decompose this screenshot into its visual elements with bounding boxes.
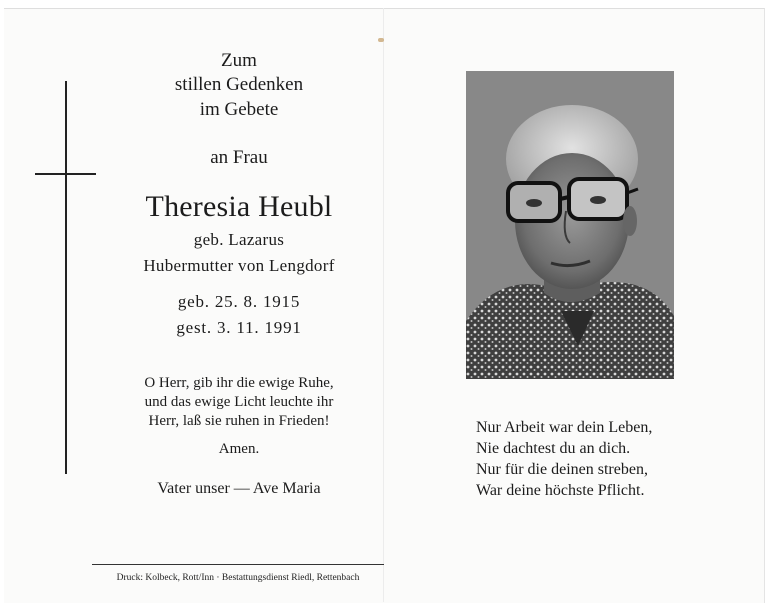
heading-line-3: im Gebete xyxy=(199,99,279,120)
address-line: an Frau xyxy=(210,147,268,168)
birth-date: geb. 25. 8. 1915 xyxy=(177,292,301,311)
print-credit: Druck: Kolbeck, Rott/Inn · Bestattungsdienst Riedl, Rettenbach xyxy=(116,573,360,583)
birth-name: geb. Lazarus xyxy=(193,230,285,249)
closing-prayer: Vater unser — Ave Maria xyxy=(157,480,321,497)
cross-icon xyxy=(65,81,67,474)
amen-line: Amen. xyxy=(218,441,260,457)
prayer-line-2: und das ewige Licht leuchte ihr xyxy=(144,394,334,410)
left-panel xyxy=(4,8,384,602)
prayer-line-1: O Herr, gib ihr die ewige Ruhe, xyxy=(144,375,334,391)
heading-line-1: Zum xyxy=(221,50,257,71)
right-panel xyxy=(384,8,764,602)
deceased-name: Theresia Heubl xyxy=(145,190,333,223)
portrait-photo-icon xyxy=(466,71,674,379)
poem-line: Nie dachtest du an dich. xyxy=(476,440,631,457)
cross-bar xyxy=(35,173,96,175)
poem xyxy=(476,417,756,501)
heading-line-2: stillen Gedenken xyxy=(174,74,304,95)
title-line: Hubermutter von Lengdorf xyxy=(143,256,335,275)
poem-line: Nur Arbeit war dein Leben, xyxy=(476,419,653,436)
poem-line: War deine höchste Pflicht. xyxy=(476,482,645,499)
death-date: gest. 3. 11. 1991 xyxy=(176,318,302,337)
print-divider xyxy=(92,564,384,565)
prayer-line-3: Herr, laß sie ruhen in Frieden! xyxy=(148,413,330,429)
poem-line: Nur für die deinen streben, xyxy=(476,461,648,478)
